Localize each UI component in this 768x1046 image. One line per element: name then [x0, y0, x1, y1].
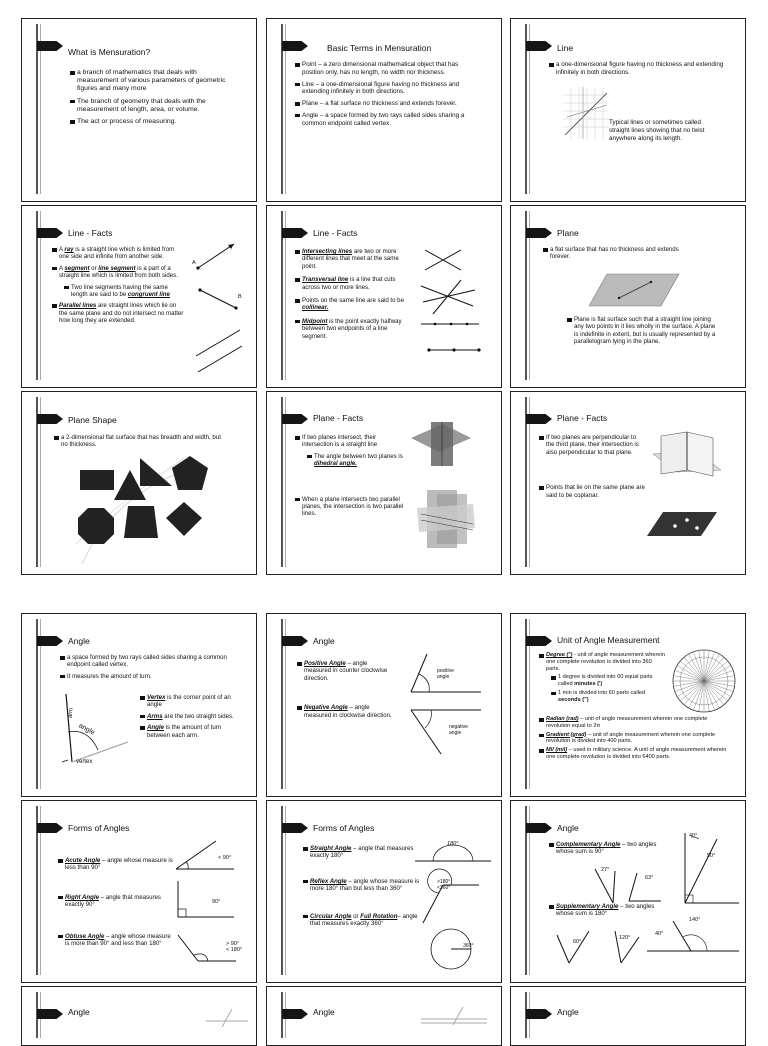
term-right-angle: Right Angle — [65, 893, 99, 901]
obtuse-label-upper: > 90° — [226, 941, 240, 947]
bullet: Points that lie on the same plane are said to be coplanar. — [539, 484, 645, 499]
perpendicular-planes-figure — [651, 430, 723, 488]
slide-title: Plane - Facts — [313, 413, 364, 423]
slide-angle-6 — [510, 986, 746, 1046]
complementary-figures — [591, 829, 741, 905]
slide-title: Forms of Angles — [313, 823, 375, 833]
supplementary-140: 140° — [689, 917, 701, 923]
bullet: Intersecting lines are two or more different lines that meet at the same point. — [295, 248, 413, 270]
bullet: Straight Angle – angle that measures exactly 180° — [303, 845, 425, 860]
term-parallel-lines: Parallel lines — [59, 302, 97, 310]
slide-angle-4 — [21, 986, 257, 1046]
term-mil: Mil (mil) — [546, 747, 568, 754]
term-ray: ray — [64, 246, 74, 253]
slide-marker — [37, 41, 63, 51]
slide-title: Angle — [313, 636, 335, 646]
term-intersecting-lines: Intersecting lines — [302, 248, 353, 255]
bullet: Arms are the two straight sides. — [140, 713, 238, 720]
bullet: a 2-dimensional flat surface that has breadth and width, but no thickness. — [54, 434, 222, 449]
term-midpoint: Midpoint — [302, 317, 328, 325]
term-arms: Arms — [147, 712, 163, 720]
slide-marker — [37, 636, 63, 646]
positive-angle-label: positive angle — [437, 668, 454, 680]
slide-marker — [526, 41, 552, 51]
slide-marker — [282, 823, 308, 833]
arm-label: arm — [67, 707, 75, 719]
term-dihedral-angle: dihedral angle. — [314, 460, 358, 468]
bullet: It measures the amount of turn. — [60, 673, 242, 680]
slide-title: Basic Terms in Mensuration — [327, 43, 432, 53]
slide-forms-of-angles-1 — [21, 800, 257, 983]
term-reflex-angle: Reflex Angle — [310, 877, 347, 885]
bullet: Mil (mil) – used in military science. A unit of angle measurement wherein one complete revolution is divided into 6400 parts. — [539, 747, 727, 761]
acute-label: < 90° — [218, 855, 232, 861]
bullet: Midpoint is the point exactly halfway between two endpoints of a line segment. — [295, 318, 413, 340]
slide-marker — [37, 823, 63, 833]
circular-angle-figure — [427, 925, 477, 975]
parallel-planes-figure — [417, 488, 477, 550]
complementary-40: 40° — [689, 833, 698, 839]
bullet: If two planes are perpendicular to the third plane, their intersection is also perpendicular to that plane. — [539, 434, 645, 456]
term-transversal-line: Transversal line — [302, 276, 349, 284]
slide-plane — [510, 205, 746, 388]
slide-marker — [282, 414, 308, 424]
bullet: Reflex Angle – angle whose measure is more 180° than but less than 360° — [303, 878, 425, 893]
slide-title: Plane - Facts — [557, 413, 608, 423]
vertex-label: vertex — [76, 759, 93, 765]
slide-title: What is Mensuration? — [68, 47, 151, 57]
slide-marker — [37, 1009, 63, 1019]
bullet: 1 min is divided into 60 parts called seconds (") — [551, 690, 667, 704]
complementary-63: 63° — [645, 875, 654, 881]
slide-what-is-mensuration — [21, 18, 257, 202]
bullet: Degree (°) - unit of angle measurement wherein one complete revolution is divided into 360 parts. — [539, 652, 667, 672]
bullet: Positive Angle – angle measured in counter clockwise direction. — [297, 660, 393, 682]
term-negative-angle: Negative Angle — [304, 704, 348, 712]
bullet: Angle – a space formed by two rays called sides sharing a common endpoint called vertex. — [295, 112, 473, 128]
obtuse-label-lower: < 180° — [226, 947, 243, 953]
slide-angle-5 — [266, 986, 502, 1046]
coplanar-points-figure — [647, 510, 719, 538]
slide-plane-facts-1 — [266, 391, 502, 575]
bullet: Point – a zero dimensional mathematical object that has position only, has no length, no width nor thickness. — [295, 61, 473, 77]
slide-angle-3 — [510, 800, 746, 983]
bullet: Supplementary Angle – two angles whose sum is 180° — [549, 903, 661, 918]
slide-title: Unit of Angle Measurement — [557, 635, 660, 645]
term-straight-angle: Straight Angle — [310, 845, 352, 852]
bullet: Transversal line is a line that cuts across two or more lines. — [295, 276, 413, 291]
slide-marker — [282, 41, 308, 51]
term-degree: Degree (°) — [546, 652, 573, 658]
term-angle: Angle — [147, 724, 164, 732]
term-complementary-angle: Complementary Angle — [556, 841, 621, 848]
bullet: Vertex is the corner point of an angle — [140, 694, 238, 709]
bullet: a branch of mathematics that deals with measurement of various parameters of geometric figures and many more — [70, 69, 230, 94]
bullet: Negative Angle – angle measured in clockwise direction. — [297, 704, 393, 719]
slide-plane-facts-2 — [510, 391, 746, 575]
bullet: Obtuse Angle – angle whose measure is more than 90° and less than 180° — [58, 933, 176, 948]
complementary-27: 27° — [601, 867, 610, 873]
term-segment: segment — [64, 264, 90, 272]
point-label-b: B — [238, 294, 242, 300]
term-radian: Radian (rad) — [546, 716, 579, 722]
bullet: The branch of geometry that deals with the measurement of length, area, or volume. — [70, 98, 230, 114]
supplementary-figures — [551, 917, 743, 977]
bullet: Line – a one-dimensional figure having no thickness and extending infinitely in both directions. — [295, 81, 473, 97]
slide-title: Plane Shape — [68, 415, 117, 425]
circular-label: 360° — [463, 943, 474, 949]
slide-title: Angle — [557, 1007, 579, 1017]
reflex-label-lower: <360° — [437, 885, 451, 891]
slide-marker — [282, 228, 308, 238]
term-supplementary-angle: Supplementary Angle — [556, 903, 619, 910]
slide-title: Forms of Angles — [68, 823, 130, 833]
term-circular-angle: Circular Angle — [310, 912, 352, 920]
bullet: a flat surface that has no thickness and extends forever. — [543, 246, 699, 261]
slide-title: Line - Facts — [68, 228, 113, 238]
bullet: Plane is flat surface such that a straight line joining any two points in it lies wholly in the surface. A plane is indefinite in extent, but is usually represented by a parallelogram lying in the plane. — [567, 316, 717, 346]
supplementary-120: 120° — [619, 935, 631, 941]
slide-title: Angle — [313, 1007, 335, 1017]
slide-angle-2 — [266, 613, 502, 797]
intersecting-planes-figure — [409, 420, 473, 468]
reflex-label-upper: >180° — [437, 879, 451, 885]
plane-shapes-figure — [74, 454, 214, 566]
slide-unit-angle-measurement — [510, 613, 746, 797]
bullet: a space formed by two rays called sides sharing a common endpoint called vertex. — [60, 654, 242, 669]
term-obtuse-angle: Obtuse Angle — [65, 932, 105, 940]
angle-label: angle — [77, 722, 96, 737]
plane-parallelogram-figure — [589, 268, 681, 312]
term-positive-angle: Positive Angle — [304, 660, 346, 667]
slide-title: Line — [557, 43, 574, 53]
bullet: Points on the same line are said to be collinear. — [295, 297, 413, 312]
bullet: A segment or line segment is a part of a straight line which is limited from both sides. — [52, 265, 186, 280]
right-label: 90° — [212, 899, 221, 905]
bullet: The angle between two planes is dihedral angle. — [307, 453, 407, 468]
complementary-50: 50° — [707, 853, 716, 859]
slide-marker — [37, 228, 63, 238]
slide-marker — [282, 1009, 308, 1019]
negative-angle-figure — [405, 706, 485, 756]
point-label-a: A — [192, 260, 196, 266]
slide-title: Plane — [557, 228, 579, 238]
supplementary-60: 60° — [573, 939, 582, 945]
slide-angle-1 — [21, 613, 257, 797]
term-line-segment: line segment — [98, 264, 136, 272]
line-grid-figure — [563, 87, 609, 139]
straight-label: 180° — [447, 841, 459, 847]
reflex-angle-figure — [417, 867, 481, 927]
bullet: Gradient (grad) – unit of angle measurement wherein one complete revolution is divided into 400 parts. — [539, 732, 727, 746]
term-full-rotation: Full Rotation — [360, 912, 398, 920]
slide-marker — [526, 636, 552, 646]
line-facts-figures — [419, 244, 499, 374]
term-gradient: Gradient (grad) — [546, 731, 587, 738]
slide-title: Angle — [68, 636, 90, 646]
angle-vertex-figure — [58, 688, 132, 770]
bullet: Complementary Angle – two angles whose sum is 90° — [549, 841, 661, 856]
term-congruent-line: congruent line — [127, 291, 170, 299]
slide-marker — [282, 636, 308, 646]
angle-figure-partial — [202, 1007, 252, 1027]
slide-title: Angle — [68, 1007, 90, 1017]
right-angle-figure — [172, 879, 238, 921]
slide-marker — [526, 414, 552, 424]
ray-segment-figure — [190, 234, 252, 374]
bullet: Radian (rad) – unit of angle measurement wherein one complete revolution equal to 2π — [539, 716, 727, 730]
slide-line-facts-1 — [21, 205, 257, 388]
slide-marker — [37, 414, 63, 424]
bullet: Two line segments having the same length are said to be congruent line — [64, 284, 186, 299]
slide-title: Angle — [557, 823, 579, 833]
bullet: Parallel lines are straight lines which lie on the same plane and do not intersect no matter how long they are extended. — [52, 302, 186, 324]
slide-basic-terms — [266, 18, 502, 202]
slide-marker — [526, 823, 552, 833]
bullet: Right Angle – angle that measures exactly 90° — [58, 894, 176, 909]
angle-figure-partial — [419, 1005, 489, 1025]
slide-forms-of-angles-2 — [266, 800, 502, 983]
bullet: Acute Angle – angle whose measure is less than 90° — [58, 857, 176, 872]
slide-marker — [526, 1009, 552, 1019]
bullet: When a plane intersects two parallel planes, the intersection is two parallel lines. — [295, 496, 407, 518]
protractor-circle-figure — [669, 648, 739, 714]
bullet: 1 degree is divided into 60 equal parts called minutes (') — [551, 674, 667, 688]
slide-line — [510, 18, 746, 202]
supplementary-40: 40° — [655, 931, 664, 937]
bullet: The act or process of measuring. — [70, 118, 230, 126]
slide-line-facts-2 — [266, 205, 502, 388]
slide-plane-shape — [21, 391, 257, 575]
term-acute-angle: Acute Angle — [65, 857, 101, 864]
term-collinear: collinear. — [302, 304, 329, 312]
slide-marker — [526, 228, 552, 238]
bullet: A ray is a straight line which is limited from one side and infinite from another side. — [52, 246, 186, 261]
bullet: Plane – a flat surface no thickness and extends forever. — [295, 100, 473, 108]
term-vertex: Vertex — [147, 694, 166, 701]
line-note: Typical lines or sometimes called straight lines showing that no twist anywhere along its length. — [609, 119, 705, 142]
slide-title: Line - Facts — [313, 228, 358, 238]
bullet: a one-dimensional figure having no thickness and extending infinitely in both directions. — [549, 61, 741, 77]
bullet: If two planes intersect, their intersection is a straight line — [295, 434, 407, 449]
bullet: Circular Angle or Full Rotation– angle that measures exactly 360° — [303, 913, 425, 928]
negative-angle-label: negative angle — [449, 724, 468, 736]
bullet: Angle is the amount of turn between each arm. — [140, 724, 238, 739]
